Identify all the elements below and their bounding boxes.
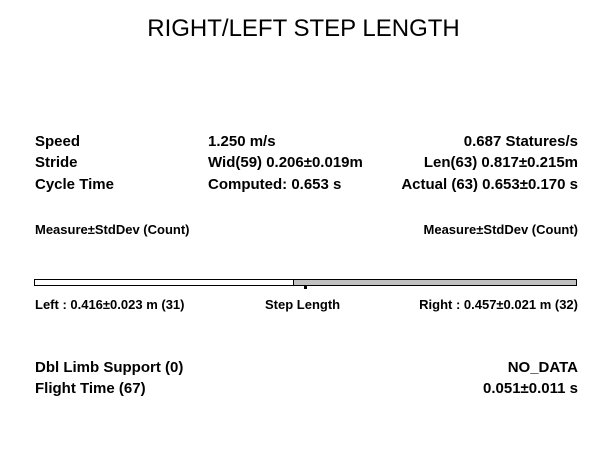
step-length-right: Right : 0.457±0.021 m (32) [419,297,578,312]
speed-label: Speed [35,133,81,150]
step-length-center-tick [304,285,307,289]
stride-width: Wid(59) 0.206±0.019m [208,154,363,171]
page-title: RIGHT/LEFT STEP LENGTH [147,15,460,42]
flight-time-value: 0.051±0.011 s [483,380,578,397]
speed-statures: 0.687 Statures/s [463,133,578,150]
measure-header-right: Measure±StdDev (Count) [423,222,578,237]
step-length-bar-left [35,280,293,285]
dbl-limb-support-label: Dbl Limb Support (0) [35,359,184,376]
stride-label: Stride [35,154,78,171]
step-length-bar-right [293,280,576,285]
stride-length: Len(63) 0.817±0.215m [423,154,578,171]
dbl-limb-support-value: NO_DATA [507,359,578,376]
cycle-time-label: Cycle Time [35,176,114,193]
cycle-time-actual: Actual (63) 0.653±0.170 s [401,176,578,193]
speed-value: 1.250 m/s [208,133,276,150]
step-length-left: Left : 0.416±0.023 m (31) [35,297,185,312]
step-length-center-label: Step Length [265,297,341,312]
cycle-time-computed: Computed: 0.653 s [208,176,342,193]
measure-header-left: Measure±StdDev (Count) [35,222,190,237]
flight-time-label: Flight Time (67) [35,380,146,397]
